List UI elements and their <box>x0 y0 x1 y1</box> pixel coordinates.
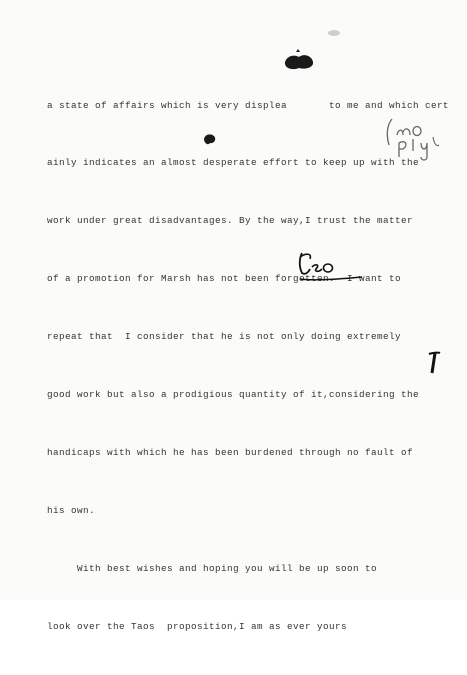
letter-line: good work but also a prodigious quantity of it,considering the <box>47 389 419 401</box>
letter-line: a state of affairs which is very displea to me and which cert <box>47 99 449 111</box>
letter-line: work under great disadvantages. By the way,I trust the matter <box>47 215 413 227</box>
letter-line: of a promotion for Marsh has not been forgotten. I want to <box>47 273 401 285</box>
ink-mark-right <box>426 350 442 376</box>
letter-line: his own. <box>47 504 95 516</box>
letter-body <box>47 57 449 675</box>
letter-line: look over the Taos proposition,I am as ever yours <box>47 620 347 632</box>
ink-dot-top-right <box>326 28 342 38</box>
letter-line: ainly indicates an almost desperate effort to keep up with the <box>47 157 419 169</box>
handwritten-signature <box>296 251 366 285</box>
handwritten-margin-note <box>383 117 453 163</box>
letter-line: handicaps with which he has been burdened through no fault of <box>47 446 413 458</box>
letter-line: repeat that I consider that he is not only doing extremely <box>47 331 401 343</box>
letter-line: With best wishes and hoping you will be up soon to <box>47 562 377 574</box>
